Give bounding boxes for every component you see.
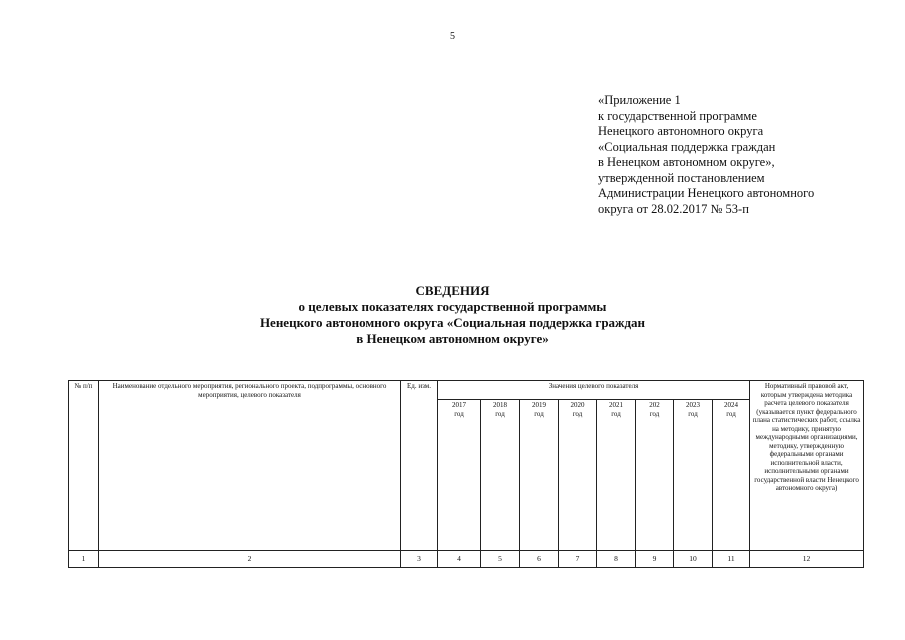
column-number-row [69,551,864,568]
year-header: 2017 год [438,400,481,551]
column-number: 12 [750,551,864,568]
column-number: 3 [401,551,438,568]
appendix-line: «Приложение 1 [598,93,681,107]
title-line: в Ненецком автономном округе» [356,331,549,346]
appendix-line: Администрации Ненецкого автономного [598,186,815,200]
year-header: 2018 год [481,400,520,551]
column-number: 6 [520,551,559,568]
title-line: о целевых показателях государственной программы [298,299,607,314]
indicators-table [68,380,864,568]
column-number: 2 [99,551,401,568]
column-number: 5 [481,551,520,568]
column-number: 7 [559,551,597,568]
appendix-line: Ненецкого автономного округа [598,124,764,138]
appendix-header [598,93,814,217]
year-header: 2021 год [597,400,636,551]
title-line: Ненецкого автономного округа «Социальная поддержка граждан [259,315,646,330]
column-number: 9 [636,551,674,568]
appendix-line: «Социальная поддержка граждан [598,139,776,154]
appendix-line: к государственной программе [598,108,757,123]
col-header-values: Значения целевого показателя [438,381,750,400]
appendix-line: округа от 28.02.2017 № 53-п [598,201,749,216]
page-number: 5 [450,31,455,42]
col-header-name: Наименование отдельного мероприятия, регионального проекта, подпрограммы, основного мероприятия, целевого показателя [99,381,401,551]
year-header: 2023 год [674,400,713,551]
col-header-normative-act: Нормативный правовой акт, которым утверждена методика расчета целевого показателя (указывается пункт федерального плана статистических работ, ссылка на методику, принятую международными организациями, методику, утвержденную федеральными органами исполнительной власти, исполнительными органами государственной власти Ненецкого автономного округа) [750,381,864,551]
column-number: 10 [674,551,713,568]
title-line: СВЕДЕНИЯ [415,283,490,298]
column-number: 11 [713,551,750,568]
column-number: 8 [597,551,636,568]
column-number: 4 [438,551,481,568]
year-header: 2019 год [520,400,559,551]
year-header: 2020 год [559,400,597,551]
year-header: 2024 год [713,400,750,551]
appendix-line: утвержденной постановлением [598,170,765,185]
col-header-number: № п/п [69,381,99,551]
appendix-line: в Ненецком автономном округе», [598,155,775,169]
year-header: 202 год [636,400,674,551]
document-title [0,283,905,347]
col-header-unit: Ед. изм. [401,381,438,551]
column-number: 1 [69,551,99,568]
